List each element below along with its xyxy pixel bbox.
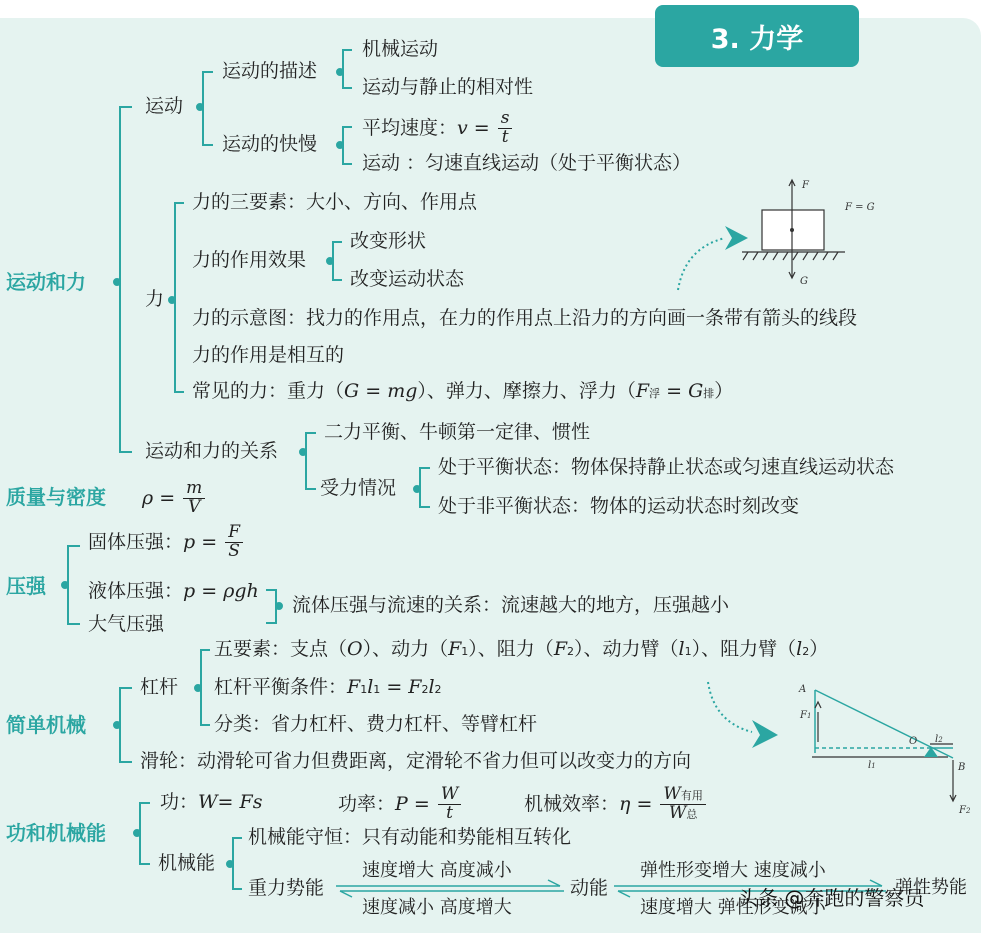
figure-label-f2: F2 bbox=[959, 805, 971, 816]
section-pressure: 压强 bbox=[6, 574, 46, 598]
node-lever: 杠杆 bbox=[140, 676, 179, 698]
node-average-speed: 平均速度：v = $\frac{s}{t}$ bbox=[362, 110, 514, 147]
node-power: 功率：P = $\frac{W}{t}$ bbox=[338, 786, 463, 823]
solid-pressure-label: 固体压强： bbox=[88, 530, 184, 553]
node-motion-force-relation: 运动和力的关系 bbox=[145, 440, 279, 462]
elastic-to-kinetic-label: 速度增大 弹性形变减小 bbox=[640, 897, 826, 918]
kinetic-to-gravity-label: 速度减小 高度增大 bbox=[362, 897, 512, 918]
speed-formula: $\frac{s}{t}$ bbox=[498, 110, 513, 147]
node-force-conditions: 受力情况 bbox=[320, 477, 397, 499]
node-motion: 运动 bbox=[145, 95, 184, 117]
figure-label-f1: F1 bbox=[800, 710, 812, 721]
node-mechanical-energy: 机械能 bbox=[158, 852, 216, 874]
node-mutual-force: 力的作用是相互的 bbox=[192, 344, 345, 366]
power-label: 功率： bbox=[338, 792, 396, 815]
node-force: 力 bbox=[145, 288, 165, 310]
node-motion-describe: 运动的描述 bbox=[222, 60, 318, 82]
node-change-shape: 改变形状 bbox=[350, 230, 427, 252]
node-work: 功：W= Fs bbox=[160, 791, 263, 813]
efficiency-label: 机械效率： bbox=[524, 792, 620, 815]
five-e: ）、阻力臂（ bbox=[691, 638, 797, 660]
node-fluid-pressure: 流体压强与流速的关系：流速越大的地方，压强越小 bbox=[292, 594, 730, 616]
common-forces-b: ）、弹力、摩擦力、浮力（ bbox=[417, 380, 636, 402]
figure-label-o: O bbox=[909, 736, 918, 747]
section-simple-machines: 简单机械 bbox=[6, 713, 86, 737]
five-d: ）、动力臂（ bbox=[574, 638, 679, 660]
node-balance-inertia: 二力平衡、牛顿第一定律、惯性 bbox=[324, 421, 591, 443]
node-relative-motion: 运动与静止的相对性 bbox=[362, 76, 534, 98]
node-change-motion: 改变运动状态 bbox=[350, 268, 465, 290]
node-kinetic-energy: 动能 bbox=[570, 877, 609, 899]
section-work-energy: 功和机械能 bbox=[6, 821, 106, 845]
node-force-diagram: 力的示意图：找力的作用点，在力的作用点上沿力的方向画一条带有箭头的线段 bbox=[192, 307, 858, 329]
node-lever-types: 分类：省力杠杆、费力杠杆、等臂杠杆 bbox=[214, 713, 538, 735]
figure-label-f: F bbox=[802, 180, 809, 191]
node-efficiency: 机械效率：η = $\frac{\text{W有用}}{\text{W总}}$ bbox=[524, 786, 708, 823]
node-solid-pressure: 固体压强：p = $\frac{F}{S}$ bbox=[88, 524, 245, 561]
watermark: 头条 @奔跑的警察员 bbox=[738, 886, 925, 910]
five-a: 五要素：支点（ bbox=[214, 638, 348, 660]
lever-balance-label: 杠杆平衡条件： bbox=[214, 676, 348, 698]
section-motion-force: 运动和力 bbox=[6, 270, 86, 294]
node-energy-conservation: 机械能守恒：只有动能和势能相互转化 bbox=[248, 826, 572, 848]
density-formula: ρ = $\frac{m}{V}$ bbox=[142, 480, 207, 517]
node-lever-five-elements: 五要素：支点（O）、动力（F1）、阻力（F2）、动力臂（l1）、阻力臂（l2） bbox=[214, 638, 829, 660]
figure-label-b: B bbox=[958, 762, 966, 773]
node-uniform-motion: 运动 ：匀速直线运动（处于平衡状态） bbox=[362, 152, 692, 174]
node-force-effects: 力的作用效果 bbox=[192, 249, 307, 271]
node-common-forces: 常见的力：重力（G = mg）、弹力、摩擦力、浮力（F浮 = G排） bbox=[192, 380, 734, 402]
node-elastic-pe: 弹性势能 bbox=[895, 877, 967, 898]
average-speed-label: 平均速度： bbox=[362, 116, 458, 139]
five-c: ）、阻力（ bbox=[468, 638, 554, 660]
gravity-to-kinetic-label: 速度增大 高度减小 bbox=[362, 860, 512, 881]
figure-label-l2: l2 bbox=[935, 734, 943, 745]
figure-label-fg: F = G bbox=[845, 202, 875, 213]
node-liquid-pressure: 液体压强：p = ρgh bbox=[88, 580, 259, 602]
node-pulley: 滑轮：动滑轮可省力但费距离，定滑轮不省力但可以改变力的方向 bbox=[140, 750, 692, 772]
node-atmospheric-pressure: 大气压强 bbox=[88, 613, 165, 635]
node-gravity-pe: 重力势能 bbox=[248, 877, 325, 899]
figure-label-a: A bbox=[799, 684, 807, 695]
node-lever-balance: 杠杆平衡条件：F1l1 = F2l2 bbox=[214, 676, 442, 698]
figure-label-g: G bbox=[800, 276, 808, 287]
node-mechanical-motion: 机械运动 bbox=[362, 38, 439, 60]
five-b: ）、动力（ bbox=[362, 638, 449, 660]
page-title: 3. 力学 bbox=[710, 23, 804, 55]
node-three-elements: 力的三要素：大小、方向、作用点 bbox=[192, 191, 478, 213]
liquid-pressure-label: 液体压强： bbox=[88, 580, 184, 602]
work-label: 功： bbox=[160, 791, 199, 813]
node-unbalanced-state: 处于非平衡状态：物体的运动状态时刻改变 bbox=[438, 495, 800, 517]
node-motion-speed: 运动的快慢 bbox=[222, 133, 318, 155]
section-mass-density: 质量与密度 bbox=[6, 485, 106, 509]
common-forces-a: 常见的力：重力（ bbox=[192, 380, 345, 402]
figure-label-l1: l1 bbox=[868, 760, 876, 771]
kinetic-to-elastic-label: 弹性形变增大 速度减小 bbox=[640, 860, 826, 881]
node-balanced-state: 处于平衡状态：物体保持静止状态或匀速直线运动状态 bbox=[438, 456, 895, 478]
